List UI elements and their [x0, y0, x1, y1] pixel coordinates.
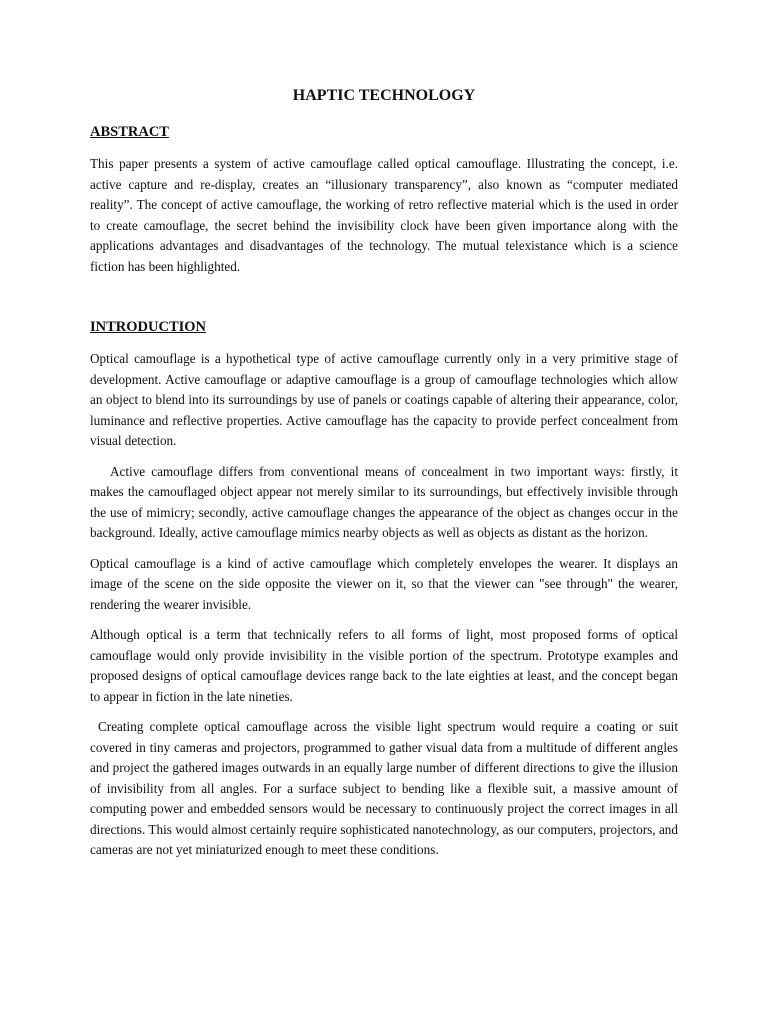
intro-paragraph-4: Although optical is a term that technically refers to all forms of light, most proposed forms of optical camouflage would only provide invisibility in the visible portion of the spectrum. Prototype examples and proposed designs of optical camouflage devices range back to the late eighties at least, and the concept began to appear in fiction in the late nineties.: [90, 627, 678, 704]
abstract-paragraph: This paper presents a system of active camouflage called optical camouflage. Illustrating the concept, i.e. active capture and re-display, creates an “illusionary transparency”, also known as “computer mediated reality”. The concept of active camouflage, the working of retro reflective material which is the used in order to create camouflage, the secret behind the invisibility clock have been given importance along with the applications advantages and disadvantages of the technology. The mutual telexistance which is a science fiction has been highlighted.: [90, 156, 678, 274]
intro-paragraph-3: Optical camouflage is a kind of active camouflage which completely envelopes the wearer. It displays an image of the scene on the side opposite the viewer on it, so that the viewer can "see through" the wearer, rendering the wearer invisible.: [90, 555, 678, 612]
document-title: HAPTIC TECHNOLOGY: [292, 87, 476, 104]
abstract-heading: ABSTRACT: [90, 124, 169, 140]
introduction-heading: INTRODUCTION: [90, 319, 207, 335]
document-page: [90, 86, 678, 871]
intro-paragraph-1: Optical camouflage is a hypothetical type of active camouflage currently only in a very primitive stage of development. Active camouflage or adaptive camouflage is a group of camouflage technologies which allow an object to blend into its surroundings by use of panels or coatings capable of altering their appearance, color, luminance and reflective properties. Active camouflage has the capacity to provide perfect concealment from visual detection.: [90, 351, 678, 448]
intro-paragraph-5: Creating complete optical camouflage across the visible light spectrum would require a coating or suit covered in tiny cameras and projectors, programmed to gather visual data from a multitude of different angles and project the gathered images outwards in an equally large number of different directions to give the illusion of invisibility from all angles. For a surface subject to bending like a flexible suit, a massive amount of computing power and embedded sensors would be necessary to continuously project the correct images in all directions. This would almost certainly require sophisticated nanotechnology, as our computers, projectors, and cameras are not yet miniaturized enough to meet these conditions.: [90, 719, 678, 857]
intro-paragraph-2: Active camouflage differs from conventional means of concealment in two important ways: firstly, it makes the camouflaged object appear not merely similar to its surroundings, but effectively invisible through the use of mimicry; secondly, active camouflage changes the appearance of the object as changes occur in the background. Ideally, active camouflage mimics nearby objects as well as objects as distant as the horizon.: [90, 463, 678, 540]
section-spacer: [90, 287, 678, 317]
